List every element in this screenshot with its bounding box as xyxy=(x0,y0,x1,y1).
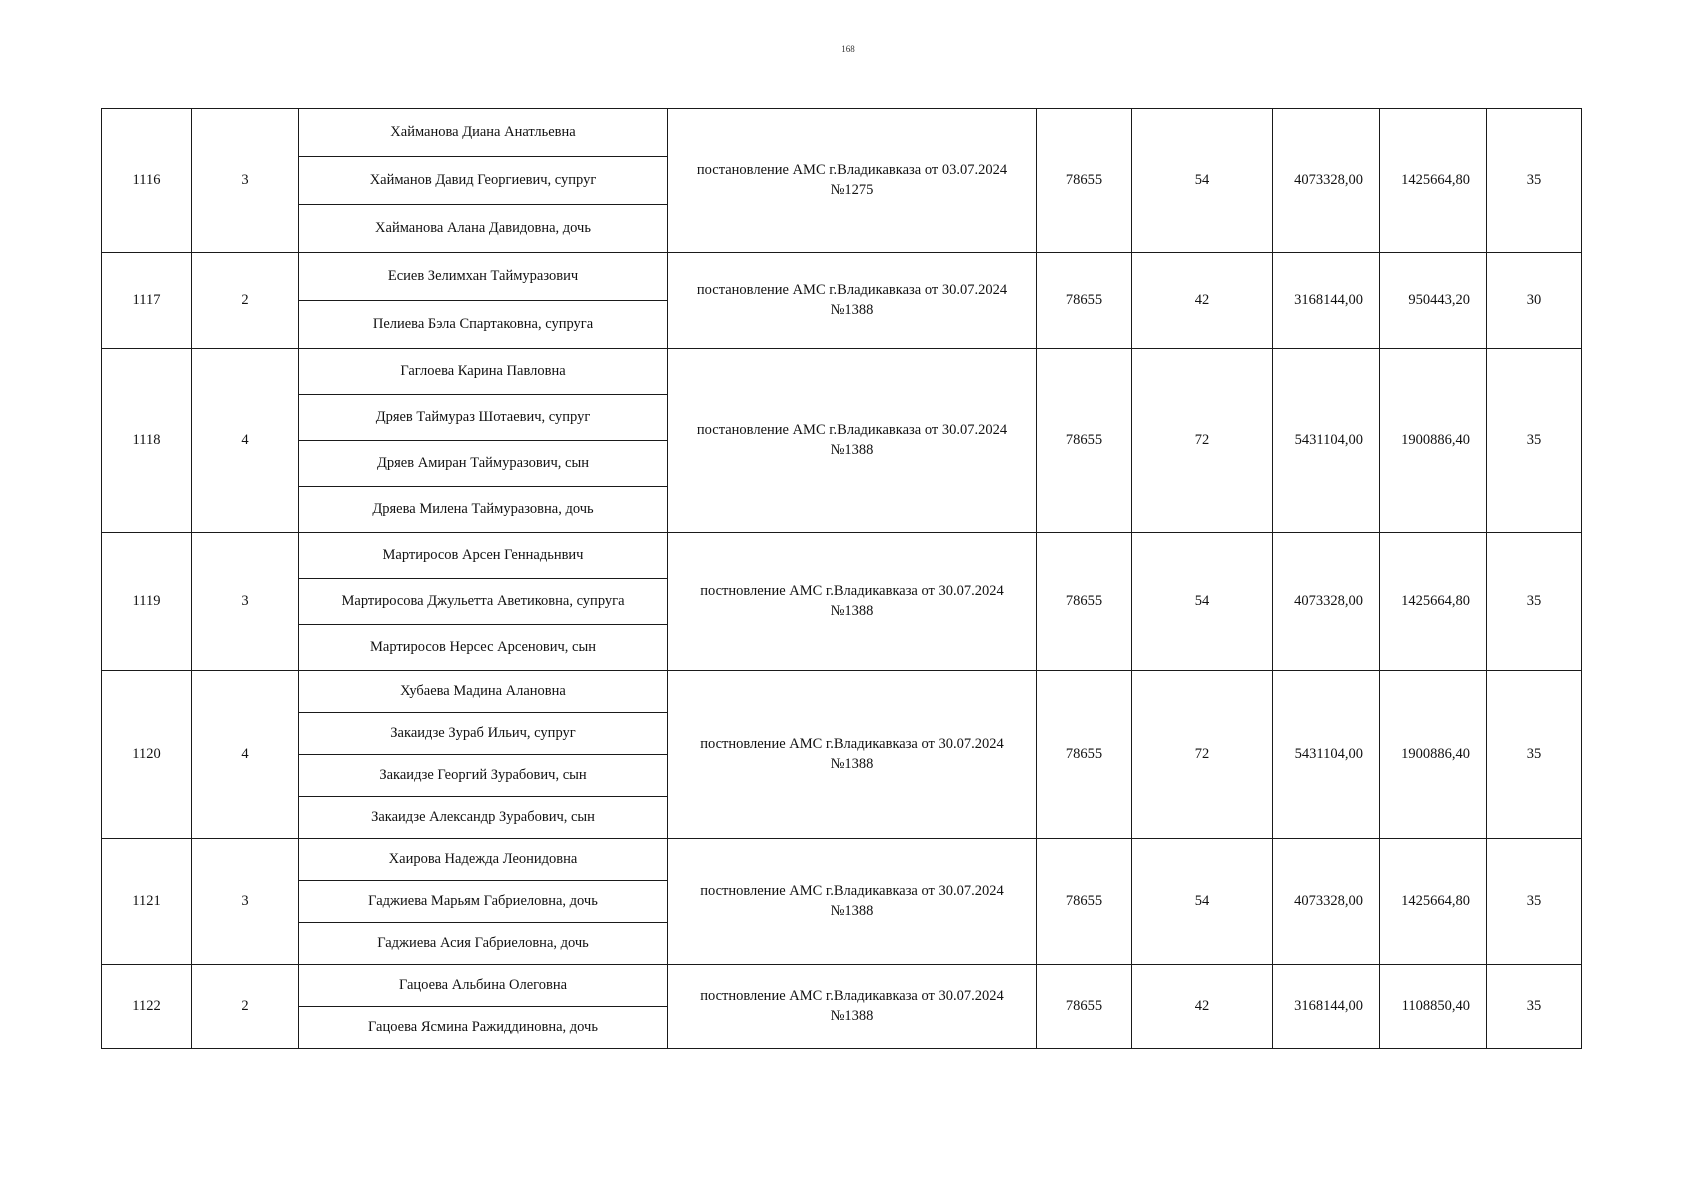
family-size: 3 xyxy=(192,109,299,253)
family-size: 2 xyxy=(192,253,299,349)
subsidy-amount: 1108850,40 xyxy=(1380,965,1487,1049)
record-id: 1118 xyxy=(102,349,192,533)
percent: 35 xyxy=(1487,109,1582,253)
table-row xyxy=(102,839,1582,881)
decree: постановление АМС г.Владикавказа от 30.07.2024 №1388 xyxy=(668,349,1037,533)
family-member: Есиев Зелимхан Таймуразович xyxy=(299,253,668,301)
record-id: 1121 xyxy=(102,839,192,965)
family-member: Хайманова Алана Давидовна, дочь xyxy=(299,205,668,253)
subsidy-amount: 1425664,80 xyxy=(1380,533,1487,671)
family-member: Гаджиева Асия Габриеловна, дочь xyxy=(299,923,668,965)
page-number: 168 xyxy=(841,44,855,54)
table-row xyxy=(102,349,1582,395)
family-member: Мартиросова Джульетта Аветиковна, супруга xyxy=(299,579,668,625)
decree: постановление АМС г.Владикавказа от 30.07.2024 №1388 xyxy=(668,253,1037,349)
total-amount: 3168144,00 xyxy=(1273,253,1380,349)
area: 54 xyxy=(1132,109,1273,253)
record-id: 1116 xyxy=(102,109,192,253)
area: 72 xyxy=(1132,349,1273,533)
family-member: Гацоева Альбина Олеговна xyxy=(299,965,668,1007)
family-member: Хайманов Давид Георгиевич, супруг xyxy=(299,157,668,205)
percent: 35 xyxy=(1487,349,1582,533)
area: 54 xyxy=(1132,839,1273,965)
family-member: Мартиросов Нерсес Арсенович, сын xyxy=(299,625,668,671)
family-member: Пелиева Бэла Спартаковна, супруга xyxy=(299,301,668,349)
subsidy-amount: 1900886,40 xyxy=(1380,671,1487,839)
total-amount: 4073328,00 xyxy=(1273,533,1380,671)
area: 42 xyxy=(1132,253,1273,349)
family-member: Дряев Амиран Таймуразович, сын xyxy=(299,441,668,487)
beneficiaries-table xyxy=(101,108,1582,1049)
area: 54 xyxy=(1132,533,1273,671)
subsidy-amount: 1900886,40 xyxy=(1380,349,1487,533)
code: 78655 xyxy=(1037,533,1132,671)
family-member: Хубаева Мадина Алановна xyxy=(299,671,668,713)
code: 78655 xyxy=(1037,109,1132,253)
code: 78655 xyxy=(1037,839,1132,965)
code: 78655 xyxy=(1037,253,1132,349)
percent: 35 xyxy=(1487,671,1582,839)
family-size: 4 xyxy=(192,671,299,839)
percent: 35 xyxy=(1487,965,1582,1049)
table-row xyxy=(102,965,1582,1007)
decree: постановление АМС г.Владикавказа от 03.07.2024 №1275 xyxy=(668,109,1037,253)
decree: постновление АМС г.Владикавказа от 30.07.2024 №1388 xyxy=(668,533,1037,671)
family-member: Дряев Таймураз Шотаевич, супруг xyxy=(299,395,668,441)
family-member: Гацоева Ясмина Ражиддиновна, дочь xyxy=(299,1007,668,1049)
family-member: Закаидзе Александр Зурабович, сын xyxy=(299,797,668,839)
subsidy-amount: 950443,20 xyxy=(1380,253,1487,349)
family-member: Дряева Милена Таймуразовна, дочь xyxy=(299,487,668,533)
area: 42 xyxy=(1132,965,1273,1049)
subsidy-amount: 1425664,80 xyxy=(1380,839,1487,965)
total-amount: 5431104,00 xyxy=(1273,671,1380,839)
subsidy-amount: 1425664,80 xyxy=(1380,109,1487,253)
percent: 35 xyxy=(1487,839,1582,965)
percent: 35 xyxy=(1487,533,1582,671)
record-id: 1122 xyxy=(102,965,192,1049)
table-row xyxy=(102,253,1582,301)
family-size: 2 xyxy=(192,965,299,1049)
total-amount: 5431104,00 xyxy=(1273,349,1380,533)
record-id: 1120 xyxy=(102,671,192,839)
code: 78655 xyxy=(1037,671,1132,839)
code: 78655 xyxy=(1037,349,1132,533)
table-row xyxy=(102,109,1582,157)
family-member: Хаирова Надежда Леонидовна xyxy=(299,839,668,881)
table-row xyxy=(102,671,1582,713)
total-amount: 4073328,00 xyxy=(1273,109,1380,253)
family-member: Закаидзе Георгий Зурабович, сын xyxy=(299,755,668,797)
family-member: Гаджиева Марьям Габриеловна, дочь xyxy=(299,881,668,923)
table-body xyxy=(102,109,1582,1049)
family-member: Мартиросов Арсен Геннадьнвич xyxy=(299,533,668,579)
total-amount: 4073328,00 xyxy=(1273,839,1380,965)
record-id: 1119 xyxy=(102,533,192,671)
family-member: Гаглоева Карина Павловна xyxy=(299,349,668,395)
record-id: 1117 xyxy=(102,253,192,349)
decree: постновление АМС г.Владикавказа от 30.07.2024 №1388 xyxy=(668,965,1037,1049)
code: 78655 xyxy=(1037,965,1132,1049)
area: 72 xyxy=(1132,671,1273,839)
table-row xyxy=(102,533,1582,579)
family-size: 4 xyxy=(192,349,299,533)
percent: 30 xyxy=(1487,253,1582,349)
family-size: 3 xyxy=(192,839,299,965)
decree: постновление АМС г.Владикавказа от 30.07.2024 №1388 xyxy=(668,671,1037,839)
family-member: Закаидзе Зураб Ильич, супруг xyxy=(299,713,668,755)
total-amount: 3168144,00 xyxy=(1273,965,1380,1049)
family-member: Хайманова Диана Анатльевна xyxy=(299,109,668,157)
family-size: 3 xyxy=(192,533,299,671)
decree: постновление АМС г.Владикавказа от 30.07.2024 №1388 xyxy=(668,839,1037,965)
